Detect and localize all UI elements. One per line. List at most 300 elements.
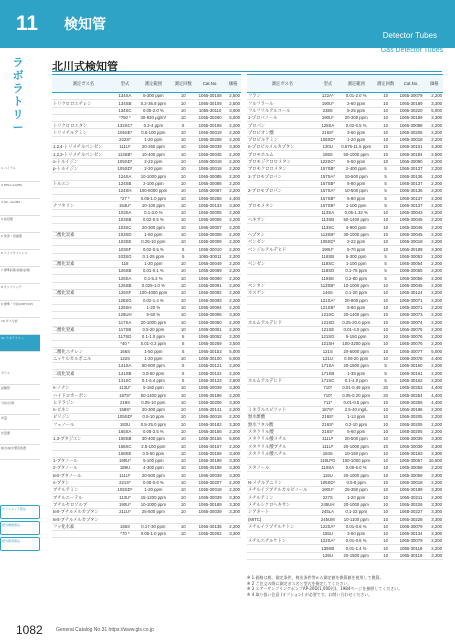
table-cell: 1065-30018 (397, 479, 426, 486)
table-row (247, 231, 443, 238)
table-cell: 2,200 (225, 479, 241, 486)
table-cell: 5 (375, 253, 397, 260)
table-cell: 1-20 ppm (135, 355, 171, 362)
table-row (247, 494, 443, 501)
table-cell: 111U* (115, 144, 136, 151)
table-cell: ブロモクロロメタン (247, 165, 318, 172)
table-cell: 1065-30109 (195, 100, 225, 107)
table-cell: 116 (115, 260, 136, 267)
table-cell: 3,300 (225, 421, 241, 428)
table-row (52, 326, 241, 333)
column-header: 測定ガス名 (247, 75, 318, 93)
table-cell: 103SE (115, 238, 136, 245)
table-cell (52, 114, 115, 121)
table-cell: 113SA (318, 209, 338, 216)
table-row (247, 355, 443, 362)
column-header: 価格 (425, 75, 443, 93)
table-cell: 1065-30039 (195, 494, 225, 501)
table-cell: 10 (375, 122, 397, 129)
table-cell: 1065-30086 (195, 180, 225, 187)
table-cell: 139SB (318, 545, 338, 552)
table-cell: フッ化水素 (52, 523, 115, 530)
table-cell: 2,200 (425, 187, 443, 194)
table-cell: 10 (375, 435, 397, 442)
column-header: 測定回数 (375, 75, 397, 93)
table-cell: 2.5-100 ppm (135, 443, 171, 450)
table-cell: 10 (375, 465, 397, 472)
table-cell: 50-1400 ppm (135, 392, 171, 399)
nav-item[interactable]: 7 標準試薬/溶媒/試薬 (0, 267, 40, 284)
table-row (247, 202, 443, 209)
nav-item[interactable]: 1 バイアル (0, 165, 40, 182)
table-cell: 125SA (318, 122, 338, 129)
nav-item[interactable]: 10 ガス分析 (0, 318, 40, 335)
table-cell: 0.05-0.20 ppm (338, 392, 375, 399)
table-cell: 0.01-2.0 % (338, 93, 375, 100)
table-cell: 121SG (318, 333, 338, 340)
table-cell: 1065-30059 (397, 472, 426, 479)
table-row (247, 457, 443, 464)
table-cell: メチルイソプチルケトン (247, 523, 318, 530)
table-cell: 187S* (318, 406, 338, 413)
table-cell: メタクリル酸メチル (247, 435, 318, 442)
table-row (247, 217, 443, 224)
nav-item[interactable]: 6 ライフサイエンス (0, 250, 40, 267)
table-cell: 2,200 (425, 370, 443, 377)
nav-item[interactable]: 8 サンプリング (0, 284, 40, 301)
table-cell: *750 * (115, 114, 136, 121)
table-cell: 10 (172, 428, 195, 435)
table-cell: ヒドラジン (52, 399, 115, 406)
table-row (52, 107, 241, 114)
table-row (247, 545, 443, 552)
table-cell: 1065-30183 (397, 450, 426, 457)
table-cell: 126SF (115, 290, 136, 297)
catalog-url[interactable]: https://www.gls.co.jp (108, 627, 154, 633)
column-header: 価格 (225, 75, 241, 93)
table-cell: 2,200 (425, 333, 443, 340)
table-cell: 10 (172, 384, 195, 391)
table-cell: 1065-30262 (195, 530, 225, 537)
table-cell: 10 (375, 158, 397, 165)
table-cell: 2,200 (225, 392, 241, 399)
table-row (247, 421, 443, 428)
table-cell: 1065-30205 (397, 428, 426, 435)
table-cell: 2,200 (425, 326, 443, 333)
table-row (52, 341, 241, 348)
table-cell: 10 (375, 538, 397, 545)
table-row (247, 311, 443, 318)
table-cell: 113SC (318, 224, 338, 231)
table-cell: 10-400 ppm (135, 151, 171, 158)
table-cell: 1065-30220 (397, 107, 426, 114)
table-cell: 190U* (115, 457, 136, 464)
table-cell: 0.1-20 ppm (338, 290, 375, 297)
nav-item[interactable]: 9 標準・分析(XRF/ICP) (0, 301, 40, 318)
table-row (247, 428, 443, 435)
table-cell: 2-22 ppm (338, 238, 375, 245)
table-cell: 10 (375, 355, 397, 362)
table-cell: 139U (318, 552, 338, 559)
table-cell: 141SC (115, 377, 136, 384)
table-cell: 20-5000 ppm (338, 348, 375, 355)
table-cell: 126SH (115, 304, 136, 311)
table-cell: 10 (375, 231, 397, 238)
table-row (52, 93, 241, 100)
table-cell: 0.01-0.6 % (338, 523, 375, 530)
table-cell: 158S* (115, 406, 136, 413)
section-divider (52, 71, 442, 72)
table-cell: プロピオン酸 (247, 129, 318, 136)
table-cell (52, 377, 115, 384)
table-row (52, 282, 241, 289)
table-row (52, 180, 241, 187)
table-cell: 2,200 (225, 158, 241, 165)
table-cell: 5-150 ppm (135, 384, 171, 391)
table-cell: 1065-30045 (397, 231, 426, 238)
table-cell: 2,200 (425, 545, 443, 552)
table-cell: 2,200 (425, 275, 443, 282)
table-cell: トリクロロエタン (52, 122, 115, 129)
table-cell: 1-20 % (135, 304, 171, 311)
table-cell: 2,200 (425, 341, 443, 348)
table-cell (52, 319, 115, 326)
table-cell: ブチルエーテル (52, 494, 115, 501)
table-cell: 2,200 (425, 224, 443, 231)
nav-sub-item[interactable]: 純水/純水製造装置 (0, 445, 40, 460)
table-cell: 190U* (115, 501, 136, 508)
table-cell: 1,3-ブタジエン (52, 435, 115, 442)
table-cell: 117SB (115, 326, 136, 333)
table-cell: ヘプタン (247, 231, 318, 238)
table-cell: 0.05-6.0 % (338, 465, 375, 472)
table-cell: 0.2-4 ppm (135, 122, 171, 129)
nav-item[interactable]: 11 ラボラトリー (0, 335, 40, 352)
table-cell: 3,300 (225, 494, 241, 501)
table-cell: 1065-30211 (397, 494, 426, 501)
table-cell: 10 (172, 494, 195, 501)
table-cell: 227S (318, 494, 338, 501)
table-cell: 1065-30137 (397, 202, 426, 209)
table-cell: 10 (172, 224, 195, 231)
table-cell: 119U (318, 472, 338, 479)
table-cell (52, 443, 115, 450)
table-cell: 二酸化エチレン (52, 348, 115, 355)
table-cell: 105SD* (115, 487, 136, 494)
table-row (247, 384, 443, 391)
table-cell: 二酸化炭素 (52, 260, 115, 267)
table-row (247, 377, 443, 384)
table-row (247, 180, 443, 187)
table-row (247, 268, 443, 275)
table-cell: 2,200 (225, 333, 241, 340)
table-cell: 1065-30043 (397, 209, 426, 216)
table-cell: 121SD (318, 319, 338, 326)
table-row (247, 341, 443, 348)
table-row (52, 202, 241, 209)
table-cell: n-プロピルメルカプタン (247, 144, 318, 151)
table-cell: 105SE* (115, 129, 136, 136)
table-cell: o-トルイジン (52, 158, 115, 165)
table-row (247, 435, 443, 442)
table-cell: 2,200 (425, 428, 443, 435)
table-row (52, 231, 241, 238)
table-cell: メチルアミン (247, 494, 318, 501)
table-cell: フルフリルアルコール (247, 107, 318, 114)
table-cell: 100-4000 ppm (135, 290, 171, 297)
table-cell: 122SA* (318, 523, 338, 530)
header-title-en: Detector Tubes (382, 31, 437, 40)
table-cell: 1065-30005 (195, 209, 225, 216)
table-cell: 113SB* (115, 151, 136, 158)
table-cell: 5 (375, 377, 397, 384)
table-cell: 1065-30134 (397, 530, 426, 537)
table-cell: 113SB* (318, 282, 338, 289)
table-cell: 122S (115, 355, 136, 362)
table-cell: 153U* (115, 202, 136, 209)
table-cell: 10 (375, 341, 397, 348)
nav-link-button[interactable]: ガラスキット製品 (0, 505, 40, 519)
table-cell: 2,200 (225, 217, 241, 224)
table-cell: 10 (172, 100, 195, 107)
table-cell: フェノール (52, 421, 115, 428)
table-cell: 3,300 (225, 202, 241, 209)
table-cell: 10 (375, 457, 397, 464)
table-row (247, 443, 443, 450)
table-row (52, 479, 241, 486)
table-cell: 10 (375, 428, 397, 435)
nav-item[interactable]: 2 HPLC,LC/MS (0, 182, 40, 199)
table-cell: 5 (172, 253, 195, 260)
table-cell: 3,300 (425, 516, 443, 523)
table-cell: 20-1500 ppm (338, 552, 375, 559)
nav-sub-item[interactable]: 分析/計測 (0, 400, 40, 415)
table-cell: プロピルアミン (247, 136, 318, 143)
table-cell (52, 268, 115, 275)
table-cell: 2,200 (425, 311, 443, 318)
table-cell: 10 (375, 487, 397, 494)
catalog-name: General Catalog No.31 (56, 627, 108, 633)
table-cell: 2-ブタノール (52, 465, 115, 472)
table-cell: 1065-30092 (195, 290, 225, 297)
table-row (247, 158, 443, 165)
table-cell: 121SB* (318, 304, 338, 311)
nav-link-button[interactable]: 研究機器製品 (0, 521, 40, 535)
table-cell: 2,200 (225, 260, 241, 267)
table-row (247, 530, 443, 537)
table-cell: 10-500 ppm (338, 173, 375, 180)
table-cell: ホルムアルデヒド (247, 377, 318, 384)
table-cell: 1065-30018 (195, 165, 225, 172)
table-cell: 10 (375, 136, 397, 143)
table-cell: 20-1500 ppm (338, 362, 375, 369)
table-cell: 1065-30141 (195, 406, 225, 413)
table-cell: トリメチルアミン (52, 129, 115, 136)
table-row (247, 487, 443, 494)
table-cell: 2.5-40 mg/L (338, 406, 375, 413)
table-cell: 1065-30045 (195, 151, 225, 158)
table-cell: 187S* (115, 392, 136, 399)
table-cell: 二酸化窒素 (52, 326, 115, 333)
table-cell: 0.01-4.0 ppm (338, 326, 375, 333)
table-cell: 2-20 ppm (135, 165, 171, 172)
table-cell: 157SB* (318, 180, 338, 187)
table-cell: 4,400 (425, 355, 443, 362)
table-cell: 5-25 ppm (338, 107, 375, 114)
table-cell: 1065-30108 (195, 93, 225, 100)
table-cell: 1065-30189 (397, 100, 426, 107)
table-cell: 3,300 (425, 100, 443, 107)
table-cell: 3,300 (425, 435, 443, 442)
table-cell: 10 (172, 414, 195, 421)
table-cell: 0.01-0.2 ppm (135, 341, 171, 348)
table-cell: 1-50 ppm (135, 348, 171, 355)
table-cell: 2,500 (425, 151, 443, 158)
nav-sub-item[interactable]: 計量器 (0, 430, 40, 445)
side-nav-sub (0, 370, 40, 460)
table-cell: 105SD* (115, 165, 136, 172)
table-cell: 20-300 ppm (338, 114, 375, 121)
nav-link-button[interactable]: 研究開発製品 (0, 537, 40, 551)
table-cell (52, 530, 115, 537)
table-cell: 1065-30018 (195, 487, 225, 494)
table-cell: 20-300 ppm (135, 224, 171, 231)
table-cell: 1065-30056 (397, 275, 426, 282)
table-cell: 10-1000 ppm (135, 501, 171, 508)
table-cell: 1065-30118 (397, 545, 426, 552)
nav-item[interactable]: 3 GC, GC/MS (0, 199, 40, 216)
table-cell: 10 (375, 246, 397, 253)
table-cell: 10 (375, 414, 397, 421)
table-row (52, 377, 241, 384)
table-row (247, 136, 443, 143)
table-row (52, 144, 241, 151)
table-cell: 1065-30133 (195, 202, 225, 209)
table-cell: 50-1400 ppm (338, 217, 375, 224)
table-cell: 111U* (318, 435, 338, 442)
table-row (52, 224, 241, 231)
table-cell: 710* (318, 392, 338, 399)
table-cell (52, 333, 115, 340)
header-bar (54, 0, 455, 48)
table-cell: 16,500 (425, 457, 443, 464)
table-cell: 1065-30010 (195, 246, 225, 253)
table-cell: 1065-30228 (397, 516, 426, 523)
table-cell: 5,000 (225, 114, 241, 121)
table-cell: 0.2-10 ppm (338, 421, 375, 428)
side-nav-links (0, 505, 40, 553)
table-cell: 10 (375, 144, 397, 151)
table-cell: 1065-30206 (195, 399, 225, 406)
table-row (52, 297, 241, 304)
table-cell: 2,200 (225, 253, 241, 260)
nav-sub-item[interactable]: 試験管 (0, 385, 40, 400)
table-row (247, 348, 443, 355)
table-cell: 20-250 ppm (135, 144, 171, 151)
table-cell: ニッケルカルボニル (52, 355, 115, 362)
table-cell: 118SE (318, 275, 338, 282)
table-cell: 0.1-6.4 ppm (135, 377, 171, 384)
table-cell: ペンタン (247, 282, 318, 289)
table-cell: 0.8-50 ppm (135, 370, 171, 377)
table-cell: 2,200 (225, 443, 241, 450)
table-cell: 5 (172, 362, 195, 369)
table-cell: 1065-30162 (397, 377, 426, 384)
table-cell: 二硫化炭素 (52, 370, 115, 377)
table-cell: 50-500 ppm (135, 362, 171, 369)
table-cell: 2,200 (225, 238, 241, 245)
table-cell: n-ブタン (52, 479, 115, 486)
table-cell: 168SE (115, 450, 136, 457)
table-row (52, 173, 241, 180)
table-cell: 無水フタル酸 (247, 421, 318, 428)
table-cell: 2,200 (425, 238, 443, 245)
table-cell: 3,300 (225, 384, 241, 391)
table-cell: 2,200 (425, 173, 443, 180)
table-cell: 100-1000 ppm (338, 457, 375, 464)
table-cell (52, 304, 115, 311)
table-cell: 5-50 ppm (338, 158, 375, 165)
table-cell: 1065-30136 (397, 187, 426, 194)
table-cell: 1065-30137 (397, 165, 426, 172)
table-cell: 2,200 (425, 165, 443, 172)
nav-item[interactable]: 4 前処理 (0, 216, 40, 233)
table-row (52, 260, 241, 267)
table-cell: 190U* (318, 114, 338, 121)
table-cell: 10 (172, 355, 195, 362)
table-cell: 190U* (318, 487, 338, 494)
table-cell: 1065-30055 (397, 268, 426, 275)
table-cell (52, 246, 115, 253)
table-cell: 1065-30089 (195, 268, 225, 275)
table-cell: 10 (172, 282, 195, 289)
table-cell: 1065-30019 (195, 129, 225, 136)
table-cell (115, 516, 136, 523)
table-cell: 10 (375, 304, 397, 311)
footnotes (247, 575, 443, 597)
chapter-number: 11 (0, 0, 54, 48)
table-cell: ヘキサン (247, 217, 318, 224)
table-cell (247, 341, 318, 348)
table-cell: 10 (172, 114, 195, 121)
table-cell: 121SH (318, 341, 338, 348)
table-cell: 10 (375, 224, 397, 231)
table-cell: 10 (375, 545, 397, 552)
table-cell: 5-300 ppm (338, 253, 375, 260)
nav-item[interactable]: 5 洗浄・培養器 (0, 233, 40, 250)
table-cell: 1065-30189 (195, 457, 225, 464)
table-cell (52, 428, 115, 435)
table-cell: 3,300 (425, 472, 443, 479)
table-cell: *40 * (115, 341, 136, 348)
table-cell: 2,200 (225, 487, 241, 494)
table-cell: 1065-30182 (195, 421, 225, 428)
table-cell: 0.1-75 ppm (338, 268, 375, 275)
table-cell (247, 195, 318, 202)
table-cell: 1065-30078 (397, 355, 426, 362)
table-cell: 166S (115, 348, 136, 355)
table-cell: 2,200 (425, 282, 443, 289)
table-cell: 0.05-1.0 ppm (135, 530, 171, 537)
nav-sub-item[interactable]: ガラス (0, 370, 40, 385)
table-row (247, 538, 443, 545)
table-row (247, 333, 443, 340)
nav-sub-item[interactable]: 秤量 (0, 415, 40, 430)
table-cell: 1065-30009 (195, 238, 225, 245)
table-cell: 1065-30101 (397, 144, 426, 151)
table-row (52, 355, 241, 362)
table-cell: 1065-30039 (195, 144, 225, 151)
